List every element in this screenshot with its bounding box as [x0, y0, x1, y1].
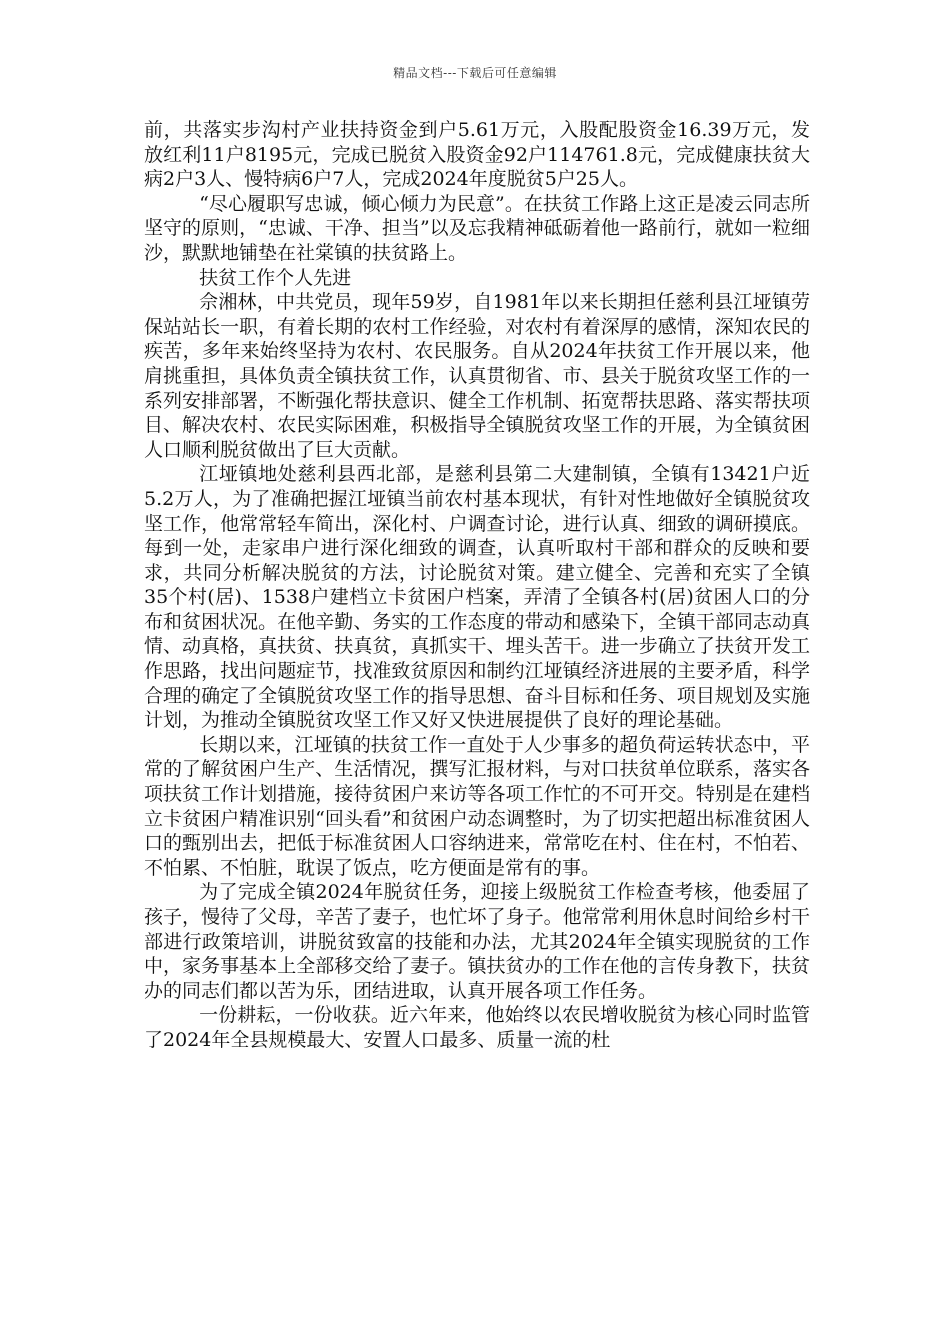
paragraph-town: 江垭镇地处慈利县西北部，是慈利县第二大建制镇，全镇有13421户近5.2万人，为了准确把握江垭镇当前农村基本现状，有针对性地做好全镇脱贫攻坚工作，他常常轻车简出，深化村、户调查讨论，进行认真、细致的调研摸底。每到一处，走家串户进行深化细致的调查，认真听取村干部和群众的反映和要求，共同分析解决脱贫的方法，讨论脱贫对策。建立健全、完善和充实了全镇35个村(居)、1538户建档立卡贫困户档案，弄清了全镇各村(居)贫困人口的分布和贫困状况。在他辛勤、务实的工作态度的带动和感染下，全镇干部同志动真情、动真格，真扶贫、扶真贫，真抓实干、埋头苦干。进一步确立了扶贫开发工作思路，找出问题症节，找准致贫原因和制约江垭镇经济进展的主要矛盾，科学合理的确定了全镇脱贫攻坚工作的指导思想、奋斗目标和任务、项目规划及实施计划，为推动全镇脱贫攻坚工作又好又快进展提供了良好的理论基础。 — [144, 463, 810, 732]
paragraph-continuation: 前，共落实步沟村产业扶持资金到户5.61万元，入股配股资金16.39万元，发放红利11户8195元，完成已脱贫入股资金92户114761.8元，完成健康扶贫大病2户3人、慢特病6户7人，完成2024年度脱贫5户25人。 — [144, 119, 810, 191]
document-body — [144, 118, 810, 1053]
paragraph-workload: 长期以来，江垭镇的扶贫工作一直处于人少事多的超负荷运转状态中，平常的了解贫困户生产、生活情况，撰写汇报材料，与对口扶贫单位联系，落实各项扶贫工作计划措施，接待贫困户来访等各项工作忙的不可开交。特别是在建档立卡贫困户精准识别“回头看”和贫困户动态调整时，为了切实把超出标准贫困人口的甄别出去，把低于标准贫困人口容纳进来，常常吃在村、住在村，不怕若、不怕累、不怕脏，耽误了饭点，吃方便面是常有的事。 — [144, 733, 810, 879]
page-header: 精品文档---下载后可任意编辑 — [393, 66, 557, 80]
paragraph-intro: 佘湘林，中共党员，现年59岁，自1981年以来长期担任慈利县江垭镇劳保站站长一职，有着长期的农村工作经验，对农村有着深厚的感情，深知农民的疾苦，多年来始终坚持为农村、农民服务。自从2024年扶贫工作开展以来，他肩挑重担，具体负责全镇扶贫工作，认真贯彻省、市、县关于脱贫攻坚工作的一系列安排部署，不断强化帮扶意识、健全工作机制、拓宽帮扶思路、落实帮扶项目、解决农村、农民实际困难，积极指导全镇脱贫攻坚工作的开展，为全镇贫困人口顺利脱贫做出了巨大贡献。 — [144, 291, 810, 461]
paragraph-harvest: 一份耕耘，一份收获。近六年来，他始终以农民增收脱贫为核心同时监管了2024年全县规模最大、安置人口最多、质量一流的杜 — [144, 1004, 810, 1051]
section-heading: 扶贫工作个人先进 — [199, 266, 352, 289]
paragraph-sacrifice: 为了完成全镇2024年脱贫任务，迎接上级脱贫工作检查考核，他委屈了孩子，慢待了父母，辛苦了妻子，也忙坏了身子。他常常利用休息时间给乡村干部进行政策培训，讲脱贫致富的技能和办法，尤其2024年全镇实现脱贫的工作中，家务事基本上全部移交给了妻子。镇扶贫办的工作在他的言传身教下，扶贫办的同志们都以苦为乐，团结进取，认真开展各项工作任务。 — [144, 881, 810, 1002]
paragraph-quote: “尽心履职写忠诚，倾心倾力为民意”。在扶贫工作路上这正是凌云同志所坚守的原则，“忠诚、干净、担当”以及忘我精神砥砺着他一路前行，就如一粒细沙，默默地铺垫在社棠镇的扶贫路上。 — [144, 192, 810, 264]
